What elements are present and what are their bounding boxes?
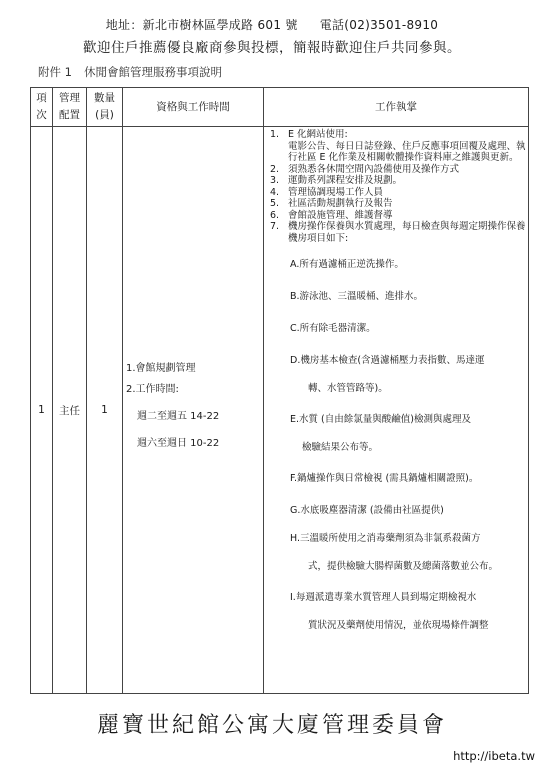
table-header-row (31, 88, 529, 127)
header-item (31, 88, 53, 127)
duty-list (270, 129, 526, 244)
maintenance-item: 式，提供檢驗大腸桿菌數及總菌落數並公布。 (308, 561, 499, 572)
header-qualifications: 資格與工作時間 (123, 88, 264, 127)
duty-text: 運動系列課程安排及規劃。 (288, 175, 403, 186)
committee-title: 麗寶世紀館公寓大廈管理委員會 (96, 713, 447, 738)
header-quantity (87, 88, 123, 127)
table-row (31, 127, 529, 694)
duty-num: 5. (270, 198, 280, 209)
appendix-title: 休閒會館管理服務事項說明 (83, 65, 222, 79)
cell-item: 1 (31, 127, 53, 694)
duty-text: 社區活動規劃執行及報告 (288, 198, 393, 209)
maintenance-item: A.所有過濾桶正逆洗操作。 (290, 259, 404, 270)
maintenance-item: D.機房基本檢查(含過濾桶壓力表指數、馬達運 (290, 355, 485, 366)
duty-text: 機房操作保養與水質處理，每日檢查與每週定期操作保養機房項目如下: (288, 221, 526, 244)
duty-num: 4. (270, 186, 280, 198)
watermark-text: http://ibeta.tw (450, 748, 538, 764)
duty-item (270, 210, 526, 222)
appendix-caption (38, 64, 222, 80)
header-position-text: 管理配置 (59, 92, 80, 121)
qual-line: 1.會館規劃管理 (126, 363, 196, 374)
duty-text: 須熟悉各休閒空間內設備使用及操作方式 (288, 163, 460, 175)
duty-item (270, 129, 526, 164)
duty-text: 管理協調現場工作人員 (288, 186, 384, 198)
duty-num: 3. (270, 175, 280, 186)
maintenance-items (270, 259, 526, 631)
address-text: 地址：新北市樹林區學成路 601 號 (105, 18, 298, 32)
maintenance-item: I.每週派遣專業水質管理人員到場定期檢視水 (290, 592, 477, 603)
maintenance-item: F.鍋爐操作與日常檢視 (需具鍋爐相關證照)。 (290, 473, 479, 484)
duty-item (270, 198, 526, 210)
duty-num: 7. (270, 221, 280, 232)
notice-text: 歡迎住戶推薦優良廠商參與投標，簡報時歡迎住戶共同參與。 (83, 40, 461, 56)
cell-duties (264, 127, 529, 694)
cell-qualifications (123, 127, 264, 694)
service-table (30, 87, 529, 694)
appendix-label: 附件 1 (38, 65, 72, 79)
duty-num: 1. (270, 129, 280, 140)
qual-line: 週二至週五 14-22 (137, 411, 220, 422)
qual-line: 2.工作時間: (126, 384, 179, 395)
phone-text: 電話(02)3501-8910 (319, 18, 439, 32)
duty-item (270, 221, 526, 244)
duty-num: 6. (270, 209, 280, 221)
maintenance-item: E.水質 (自由餘氯量與酸鹼值)檢測與處理及 (290, 414, 471, 425)
cell-quantity: 1 (87, 127, 123, 694)
maintenance-item: 檢驗結果公布等。 (302, 442, 379, 453)
duty-text: E 化網站使用: 電影公告、每日日誌登錄、住戶反應事項回覆及處理、執行社區 E 化作業及相關軟體操作資料庫之維護與更新。 (288, 129, 526, 163)
duty-num: 2. (270, 163, 280, 175)
address-line (0, 16, 544, 33)
maintenance-item: H.三溫暖所使用之消毒藥劑須為非氯系殺菌方 (290, 533, 481, 544)
qual-line: 週六至週日 10-22 (137, 438, 220, 449)
header-item-text: 項次 (36, 92, 47, 121)
cell-position: 主任 (53, 127, 87, 694)
duty-item (270, 164, 526, 176)
maintenance-item: 質狀況及藥劑使用情況，並依現場條件調整 (308, 620, 489, 631)
maintenance-item: 轉、水管管路等)。 (308, 383, 388, 394)
duty-item (270, 187, 526, 199)
header-position (53, 88, 87, 127)
duty-item (270, 175, 526, 187)
maintenance-item: G.水底吸塵器清潔 (設備由社區提供) (290, 505, 444, 516)
header-quantity-text: 數量(員) (94, 92, 115, 121)
header-duties: 工作執掌 (264, 88, 529, 127)
duty-text: 會館設施管理、維護督導 (288, 209, 393, 221)
maintenance-item: B.游泳池、三溫暖桶、進排水。 (290, 291, 424, 302)
maintenance-item: C.所有除毛器清潔。 (290, 323, 376, 334)
